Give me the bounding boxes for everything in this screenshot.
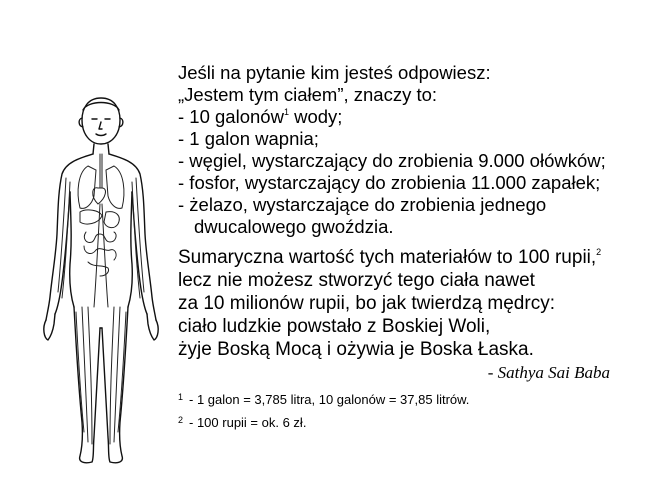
list-item-calcium: - 1 galon wapnia; [178, 128, 319, 149]
list-item-carbon: - węgiel, wystarczający do zrobienia 9.000 ołówków; [178, 150, 606, 171]
footnote-1 [178, 387, 638, 410]
quote-author: - Sathya Sai Baba [487, 363, 610, 382]
list-item-water-text: - 10 galonów [178, 106, 284, 127]
footnote-text: - 100 rupii = ok. 6 zł. [189, 415, 307, 430]
stomach [104, 212, 119, 228]
intestines [84, 232, 116, 276]
intro-line-1: Jeśli na pytanie kim jesteś odpowiesz: [178, 62, 491, 83]
footnote-number: 1 [178, 392, 184, 402]
footnote-ref-1: 1 [283, 107, 289, 117]
quote-line-1 [178, 246, 638, 269]
list-item-water-text-2: wody; [294, 106, 343, 127]
intro-line-2: „Jestem tym ciałem”, znaczy to: [178, 84, 438, 105]
quote-line-1-text: Sumaryczna wartość tych materiałów to 100 rupii, [178, 247, 597, 268]
quote-line-5: żyje Boską Mocą i ożywia je Boska Łaska. [178, 339, 534, 360]
list-item-iron: - żelazo, wystarczające do zrobienia jednego [178, 194, 547, 215]
footnote-number: 2 [178, 415, 184, 425]
main-text [178, 62, 638, 433]
quote-line-4: ciało ludzkie powstało z Boskiej Woli, [178, 316, 491, 337]
legs-outline [74, 307, 128, 463]
footnote-2 [178, 410, 638, 433]
list-item-iron-continued: dwucalowego gwoździa. [194, 216, 394, 237]
list-item-water [178, 106, 638, 128]
footnote-text: - 1 galon = 3,785 litra, 10 galonów = 37,85 litrów. [189, 392, 470, 407]
footnote-ref-2: 2 [596, 247, 602, 257]
footnotes [178, 387, 638, 433]
list-item-phosphorus: - fosfor, wystarczający do zrobienia 11.000 zapałek; [178, 172, 601, 193]
quote-block [178, 246, 638, 361]
quote-line-3: za 10 milionów rupii, bo jak twierdzą mędrcy: [178, 293, 555, 314]
human-body-illustration [36, 92, 166, 472]
quote-line-2: lecz nie możesz stworzyć tego ciała nawet [178, 270, 535, 291]
